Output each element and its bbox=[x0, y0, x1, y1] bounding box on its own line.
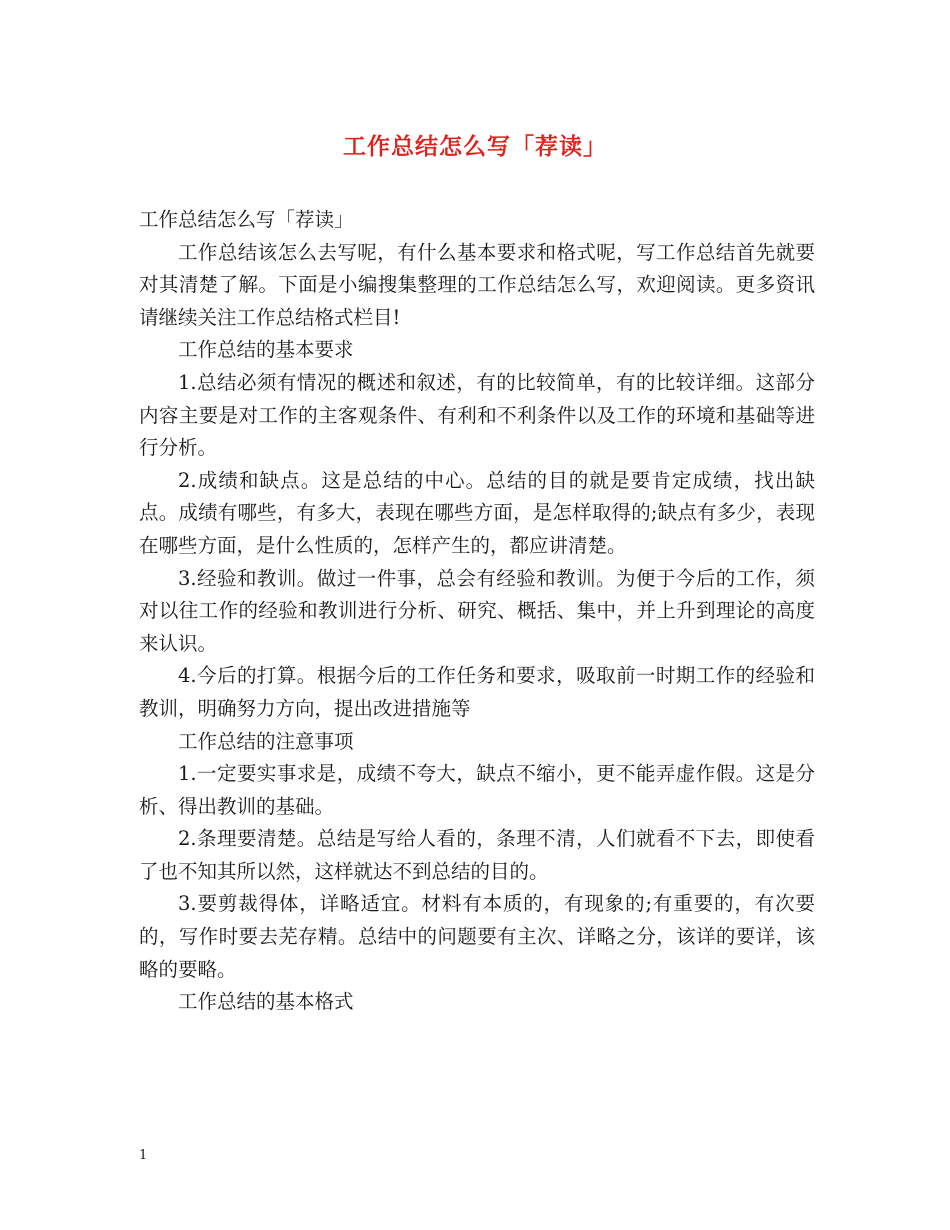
page-number: 1 bbox=[139, 1148, 148, 1163]
paragraph-note-3: 3.要剪裁得体，详略适宜。材料有本质的，有现象的;有重要的，有次要的，写作时要去芜存精。总结中的问题要有主次、详略之分，该详的要详，该略的要略。 bbox=[139, 892, 815, 981]
paragraph-note-2: 2.条理要清楚。总结是写给人看的，条理不清，人们就看不下去，即使看了也不知其所以然，这样就达不到总结的目的。 bbox=[139, 827, 815, 883]
document-title: 工作总结怎么写「荐读」 bbox=[343, 133, 607, 160]
heading-basic-format: 工作总结的基本格式 bbox=[178, 990, 354, 1014]
paragraph-intro: 工作总结该怎么去写呢，有什么基本要求和格式呢，写工作总结首先就要对其清楚了解。下面是小编搜集整理的工作总结怎么写，欢迎阅读。更多资讯请继续关注工作总结格式栏目! bbox=[139, 240, 815, 329]
paragraph-requirement-4: 4.今后的打算。根据今后的工作任务和要求，吸取前一时期工作的经验和教训，明确努力方向，提出改进措施等 bbox=[139, 664, 815, 720]
paragraph-subtitle: 工作总结怎么写「荐读」 bbox=[139, 208, 354, 231]
paragraph-requirement-3: 3.经验和教训。做过一件事，总会有经验和教训。为便于今后的工作，须对以往工作的经验和教训进行分析、研究、概括、集中，并上升到理论的高度来认识。 bbox=[139, 566, 815, 655]
paragraph-requirement-1: 1.总结必须有情况的概述和叙述，有的比较简单，有的比较详细。这部分内容主要是对工作的主客观条件、有利和不利条件以及工作的环境和基础等进行分析。 bbox=[139, 370, 815, 460]
paragraph-requirement-2: 2.成绩和缺点。这是总结的中心。总结的目的就是要肯定成绩，找出缺点。成绩有哪些，有多大，表现在哪些方面，是怎样取得的;缺点有多少，表现在哪些方面，是什么性质的，怎样产生的，都应讲清楚。 bbox=[139, 468, 815, 557]
paragraph-note-1: 1.一定要实事求是，成绩不夸大，缺点不缩小，更不能弄虚作假。这是分析、得出教训的基础。 bbox=[139, 762, 815, 818]
document-body bbox=[139, 204, 815, 1019]
heading-notes: 工作总结的注意事项 bbox=[178, 729, 354, 753]
heading-basic-requirements: 工作总结的基本要求 bbox=[178, 338, 354, 362]
